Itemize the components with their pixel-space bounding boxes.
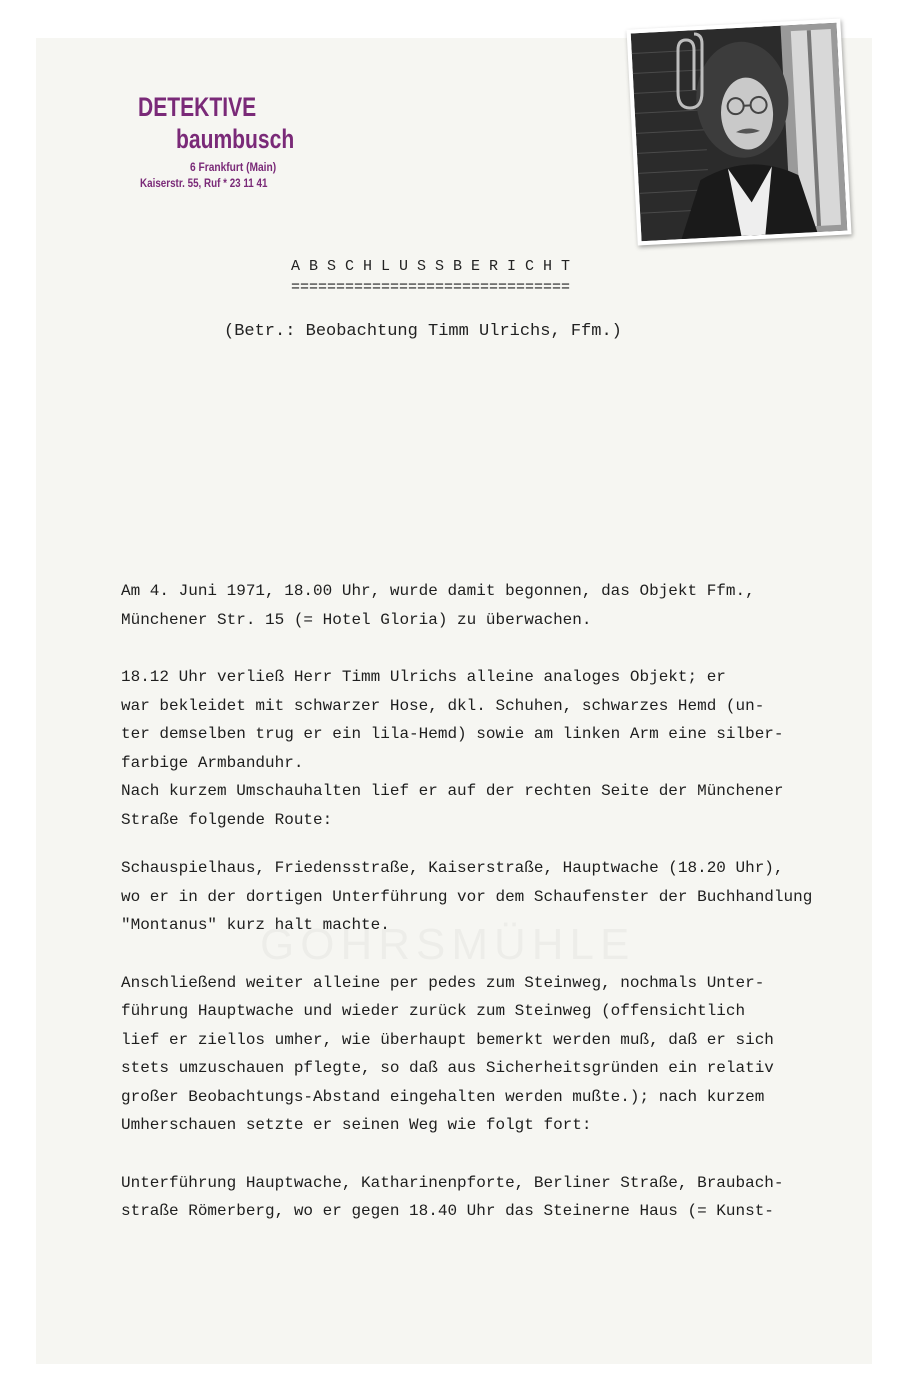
paragraph [121, 1169, 861, 1226]
text-line: wo er in der dortigen Unterführung vor dem Schaufenster der Buchhandlung [121, 887, 813, 906]
text-line: Anschließend weiter alleine per pedes zum Steinweg, nochmals Unter- [121, 973, 765, 992]
text-line: großer Beobachtungs-Abstand eingehalten werden mußte.); nach kurzem [121, 1087, 765, 1106]
text-line: Umherschauen setzte er seinen Weg wie folgt fort: [121, 1116, 592, 1134]
text-line: lief er ziellos umher, wie überhaupt bemerkt werden muß, daß er sich [121, 1030, 774, 1049]
stamp-line-3: 6 Frankfurt (Main) [190, 160, 277, 174]
text-line: Unterführung Hauptwache, Katharinenpforte, Berliner Straße, Braubach- [121, 1173, 784, 1192]
text-line: Schauspielhaus, Friedensstraße, Kaiserstraße, Hauptwache (18.20 Uhr), [121, 859, 784, 877]
detective-agency-stamp [138, 92, 295, 202]
text-line: Münchener Str. 15 (= Hotel Gloria) zu überwachen. [121, 610, 592, 629]
report-body [121, 577, 861, 1226]
title-underline: =============================== [291, 279, 571, 296]
text-line: "Montanus" kurz halt machte. [121, 916, 390, 934]
text-line: führung Hauptwache und wieder zurück zum Steinweg (offensichtlich [121, 1002, 746, 1020]
portrait-photo-icon [631, 23, 848, 241]
text-line: war bekleidet mit schwarzer Hose, dkl. Schuhen, schwarzes Hemd (un- [121, 696, 765, 715]
paragraph [121, 854, 861, 940]
paper-clip-icon [674, 30, 706, 112]
stamp-line-2: baumbusch [176, 124, 295, 154]
text-line: farbige Armbanduhr. [121, 753, 304, 772]
text-line: Am 4. Juni 1971, 18.00 Uhr, wurde damit begonnen, das Objekt Ffm., [121, 582, 755, 600]
stamp-line-4: Kaiserstr. 55, Ruf * 23 11 41 [140, 176, 268, 190]
report-title: A B S C H L U S S B E R I C H T [291, 258, 571, 275]
text-line: ter demselben trug er ein lila-Hemd) sowie am linken Arm eine silber- [121, 725, 784, 743]
text-line: Nach kurzem Umschauhalten lief er auf der rechten Seite der Münchener [121, 782, 784, 800]
stamp-line-1: DETEKTIVE [138, 92, 257, 122]
portrait-photo [626, 19, 851, 246]
paragraph [121, 577, 861, 634]
text-line: stets umzuschauen pflegte, so daß aus Sicherheitsgründen ein relativ [121, 1059, 774, 1077]
report-subject: (Betr.: Beobachtung Timm Ulrichs, Ffm.) [224, 322, 622, 341]
text-line: straße Römerberg, wo er gegen 18.40 Uhr das Steinerne Haus (= Kunst- [121, 1202, 774, 1220]
text-line: 18.12 Uhr verließ Herr Timm Ulrichs alleine analoges Objekt; er [121, 668, 726, 686]
paragraph [121, 969, 861, 1140]
text-line: Straße folgende Route: [121, 810, 333, 829]
paragraph [121, 663, 861, 834]
